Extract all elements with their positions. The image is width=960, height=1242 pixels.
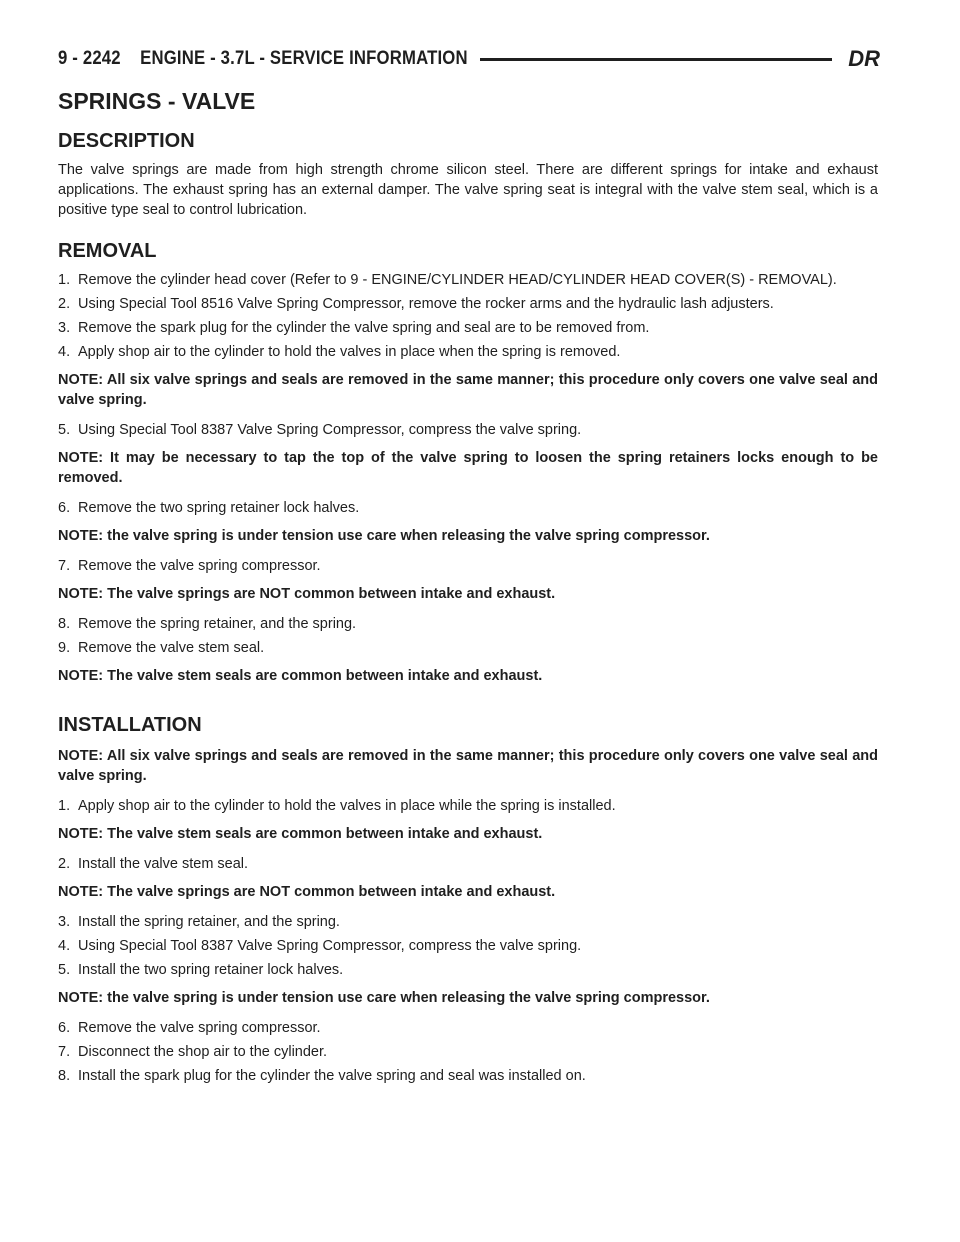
header-title: ENGINE - 3.7L - SERVICE INFORMATION (140, 48, 468, 69)
description-heading: DESCRIPTION (58, 130, 195, 152)
installation-step (58, 854, 878, 874)
step-number: 2. (58, 856, 71, 872)
step-text: Install the two spring retainer lock halves. (78, 962, 344, 978)
step-number: 3. (58, 914, 71, 930)
step-number: 3. (58, 320, 71, 336)
step-text: Remove the valve spring compressor. (78, 558, 321, 574)
installation-section (58, 712, 878, 1086)
page-content (58, 86, 878, 1090)
step-number: 5. (58, 962, 71, 978)
removal-step (58, 294, 878, 314)
removal-step (58, 318, 878, 338)
description-text: The valve springs are made from high strength chrome silicon steel. There are different springs for intake and exhaust applications. The exhaust spring has an external damper. The valve spring seat is integral with the valve stem seal, which is a positive type seal to control lubrication. (58, 162, 878, 218)
step-text: Remove the valve stem seal. (78, 640, 265, 656)
step-text: Using Special Tool 8516 Valve Spring Compressor, remove the rocker arms and the hydraulic lash adjusters. (78, 296, 774, 312)
note: NOTE: The valve springs are NOT common between intake and exhaust. (58, 586, 556, 602)
removal-heading: REMOVAL (58, 240, 157, 262)
step-text: Using Special Tool 8387 Valve Spring Compressor, compress the valve spring. (78, 422, 582, 438)
step-number: 4. (58, 344, 71, 360)
step-text: Remove the two spring retainer lock halves. (78, 500, 360, 516)
note: NOTE: The valve stem seals are common between intake and exhaust. (58, 668, 543, 684)
removal-step (58, 342, 878, 362)
step-number: 8. (58, 616, 71, 632)
step-number: 9. (58, 640, 71, 656)
model-code: DR (848, 46, 880, 71)
step-number: 1. (58, 798, 71, 814)
step-text: Install the spark plug for the cylinder the valve spring and seal was installed on. (78, 1068, 586, 1084)
installation-step (58, 1042, 878, 1062)
page-header (58, 44, 880, 74)
header-rule (480, 58, 832, 61)
note: NOTE: All six valve springs and seals are removed in the same manner; this procedure only covers one valve seal and valve spring. (58, 748, 878, 784)
description-section (58, 128, 878, 220)
note: NOTE: The valve stem seals are common between intake and exhaust. (58, 826, 543, 842)
step-text: Apply shop air to the cylinder to hold the valves in place when the spring is removed. (78, 344, 621, 360)
removal-step (58, 420, 878, 440)
step-number: 5. (58, 422, 71, 438)
step-number: 8. (58, 1068, 71, 1084)
removal-step (58, 638, 878, 658)
step-number: 2. (58, 296, 71, 312)
step-text: Disconnect the shop air to the cylinder. (78, 1044, 328, 1060)
step-text: Apply shop air to the cylinder to hold the valves in place while the spring is installed. (78, 798, 616, 814)
installation-step (58, 936, 878, 956)
note: NOTE: the valve spring is under tension use care when releasing the valve spring compressor. (58, 990, 710, 1006)
installation-step (58, 796, 878, 816)
note: NOTE: The valve springs are NOT common between intake and exhaust. (58, 884, 556, 900)
removal-step (58, 270, 878, 290)
step-text: Remove the valve spring compressor. (78, 1020, 321, 1036)
step-text: Install the valve stem seal. (78, 856, 249, 872)
removal-step (58, 556, 878, 576)
step-number: 1. (58, 272, 71, 288)
installation-step (58, 1066, 878, 1086)
step-text: Remove the spring retainer, and the spring. (78, 616, 357, 632)
header-text (58, 48, 468, 70)
installation-step (58, 1018, 878, 1038)
note: NOTE: All six valve springs and seals are removed in the same manner; this procedure only covers one valve seal and valve spring. (58, 372, 878, 408)
removal-step (58, 614, 878, 634)
step-text: Install the spring retainer, and the spring. (78, 914, 340, 930)
removal-step (58, 498, 878, 518)
note: NOTE: the valve spring is under tension use care when releasing the valve spring compressor. (58, 528, 710, 544)
step-text: Remove the cylinder head cover (Refer to 9 - ENGINE/CYLINDER HEAD/CYLINDER HEAD COVER(S) - REMOVAL). (78, 272, 837, 288)
step-text: Remove the spark plug for the cylinder the valve spring and seal are to be removed from. (78, 320, 650, 336)
step-number: 6. (58, 500, 71, 516)
step-number: 7. (58, 558, 71, 574)
note: NOTE: It may be necessary to tap the top of the valve spring to loosen the spring retainers locks enough to be removed. (58, 450, 878, 486)
page-number: 9 - 2242 (58, 48, 121, 69)
step-text: Using Special Tool 8387 Valve Spring Compressor, compress the valve spring. (78, 938, 582, 954)
step-number: 7. (58, 1044, 71, 1060)
installation-step (58, 912, 878, 932)
step-number: 4. (58, 938, 71, 954)
step-number: 6. (58, 1020, 71, 1036)
installation-step (58, 960, 878, 980)
removal-section (58, 238, 878, 686)
page-title: SPRINGS - VALVE (58, 88, 256, 114)
installation-heading: INSTALLATION (58, 714, 202, 736)
